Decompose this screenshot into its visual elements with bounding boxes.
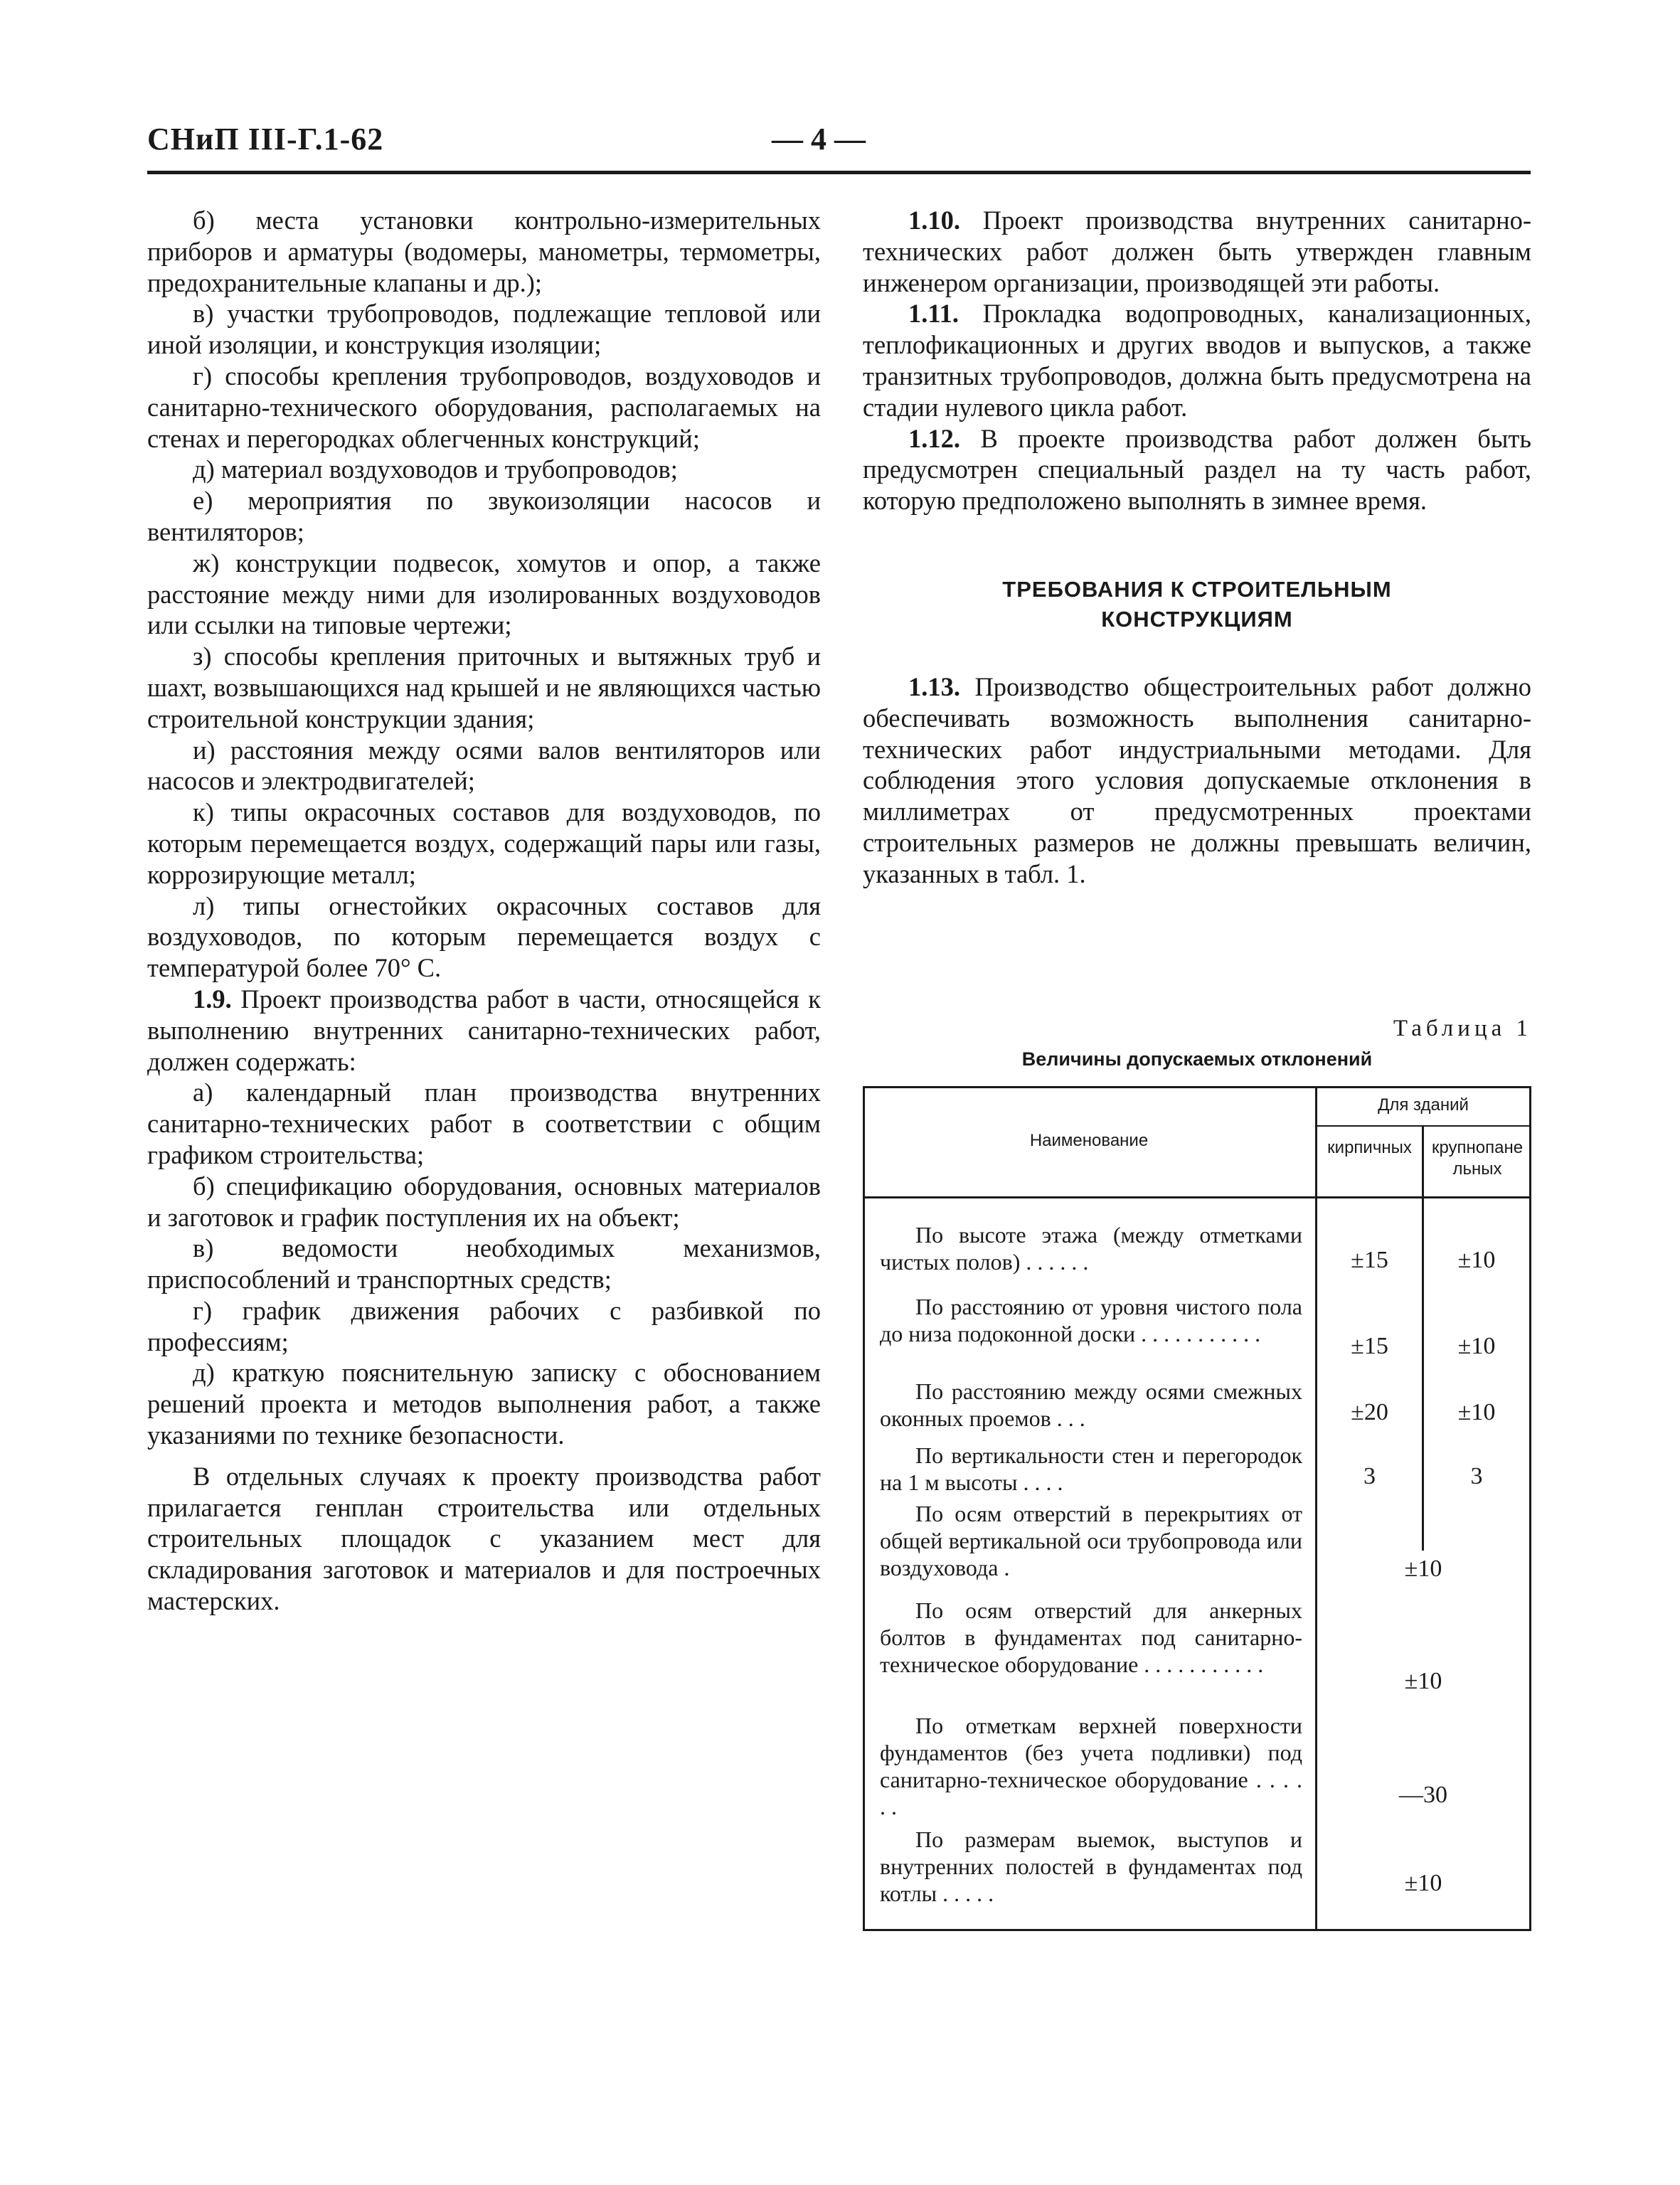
list-item: г) график движения рабочих с разбивкой по профессиям; bbox=[147, 1295, 821, 1356]
table-row-name: По расстоянию от уровня чистого пола до низа подоконной доски . . . . . . . . . . . bbox=[880, 1294, 1302, 1346]
table-border-bottom bbox=[863, 1929, 1531, 1931]
column-header-panel: крупнопанельных bbox=[1431, 1138, 1524, 1179]
table-border-left bbox=[863, 1086, 865, 1931]
table-row-name: По вертикальности стен и перегородок на 1 м высоты . . . . bbox=[880, 1442, 1302, 1495]
clause-text: Проект производства работ в части, относящейся к выполнению внутренних санитарно-технических работ, должен содержать: bbox=[147, 984, 822, 1076]
table-cell-merged: ±10 bbox=[1404, 1668, 1442, 1694]
clause-number: 1.13. bbox=[908, 671, 960, 701]
list-item: и) расстояния между осями валов вентиляторов или насосов и электродвигателей; bbox=[147, 735, 821, 796]
clause-number: 1.9. bbox=[193, 984, 232, 1014]
paragraph-1-9 bbox=[147, 984, 821, 1077]
table-cell-merged: —30 bbox=[1399, 1782, 1447, 1808]
list-item: в) ведомости необходимых механизмов, приспособлений и транспортных средств; bbox=[147, 1233, 821, 1294]
table-cell-brick: ±20 bbox=[1351, 1399, 1388, 1425]
table-title: Величины допускаемых отклонений bbox=[1021, 1048, 1373, 1070]
list-item: д) краткую пояснительную записку с обоснованием решений проекта и методов выполнения работ, а также указаниями по технике безопасности. bbox=[147, 1358, 821, 1450]
list-item: а) календарный план производства внутренних санитарно-технических работ в соответствии с общим графиком строительства; bbox=[147, 1078, 821, 1169]
list-item: б) спецификацию оборудования, основных материалов и заготовок и график поступления их на объект; bbox=[147, 1171, 821, 1232]
clause-text: Производство общестроительных работ должно обеспечивать возможность выполнения санитарно-технических работ индустриальными методами. Для соблюдения этого условия допускаемые отклонения в миллиметрах от предусмотренных проектами строительных размеров не должны превышать величин, указанных в табл. 1. bbox=[863, 671, 1532, 888]
table-row-name: По отметкам верхней поверхности фундаментов (без учета подливки) под санитарно-техническое оборудование . . . . . . bbox=[880, 1713, 1302, 1819]
clause-number: 1.12. bbox=[908, 423, 960, 453]
column-header-name: Наименование bbox=[1029, 1131, 1149, 1150]
table-cell-panel: ±10 bbox=[1457, 1247, 1496, 1273]
table-border-right bbox=[1529, 1086, 1531, 1931]
table-row-name: По расстоянию между осями смежных оконных проемов . . . bbox=[880, 1378, 1302, 1431]
list-item: е) мероприятия по звукоизоляции насосов и вентиляторов; bbox=[147, 486, 821, 546]
paragraph-1-11 bbox=[863, 298, 1531, 422]
right-column bbox=[863, 205, 1531, 890]
list-item: г) способы крепления трубопроводов, воздуховодов и санитарно-технического оборудования, располагаемых на стенах и перегородках облегченных конструкций; bbox=[147, 361, 821, 453]
table-cell-merged: ±10 bbox=[1404, 1556, 1442, 1582]
paragraph-1-12 bbox=[863, 423, 1531, 516]
list-item: д) материал воздуховодов и трубопроводов; bbox=[193, 454, 678, 484]
section-heading bbox=[863, 575, 1531, 634]
table-cell-panel: 3 bbox=[1470, 1463, 1483, 1489]
table-cell-merged: ±10 bbox=[1404, 1870, 1442, 1896]
left-column bbox=[147, 205, 821, 1617]
column-header-group: Для зданий bbox=[1378, 1095, 1469, 1115]
column-header-brick: кирпичных bbox=[1327, 1138, 1412, 1157]
clause-text: В проекте производства работ должен быть предусмотрен специальный раздел на ту часть работ, которую предположено выполнять в зимнее время. bbox=[863, 423, 1531, 516]
page-number: — 4 — bbox=[772, 122, 866, 156]
list-item: л) типы огнестойких окрасочных составов для воздуховодов, по которым перемещается воздух с температурой более 70° С. bbox=[147, 891, 821, 983]
tolerance-table bbox=[863, 1086, 1531, 1931]
table-row-name: По осям отверстий для анкерных болтов в фундаментах под санитарно-техническое оборудование . . . . . . . . . . . bbox=[880, 1597, 1302, 1677]
table-row-name: По размерам выемок, выступов и внутренних полостей в фундаментах под котлы . . . . . bbox=[880, 1827, 1302, 1906]
table-cell-panel: ±10 bbox=[1457, 1333, 1496, 1359]
list-item: к) типы окрасочных составов для воздуховодов, по которым перемещается воздух, содержащий пары или газы, коррозирующие металл; bbox=[147, 797, 821, 889]
paragraph-1-13 bbox=[863, 671, 1531, 890]
clause-number: 1.10. bbox=[908, 206, 960, 235]
paragraph-1-10 bbox=[863, 205, 1531, 298]
section-heading-line: ТРЕБОВАНИЯ К СТРОИТЕЛЬНЫМ bbox=[1002, 576, 1392, 602]
header-divider bbox=[863, 1196, 1531, 1198]
document-code: СНиП III-Г.1-62 bbox=[147, 122, 384, 156]
section-heading-line: КОНСТРУКЦИЯМ bbox=[1101, 606, 1293, 632]
header-rule bbox=[147, 171, 1531, 174]
table-cell-brick: 3 bbox=[1363, 1463, 1376, 1489]
list-item: б) места установки контрольно-измерительных приборов и арматуры (водомеры, манометры, термометры, предохранительные клапаны и др.); bbox=[147, 206, 821, 297]
table-row-name: По осям отверстий в перекрытиях от общей вертикальной оси трубопровода или воздуховода . bbox=[880, 1501, 1302, 1580]
list-item: в) участки трубопроводов, подлежащие тепловой или иной изоляции, и конструкция изоляции; bbox=[147, 299, 821, 360]
table-cell-brick: ±15 bbox=[1351, 1333, 1388, 1359]
table-number: Таблица 1 bbox=[1393, 1016, 1532, 1041]
clause-text: Проект производства внутренних санитарно-технических работ должен быть утвержден главным инженером организации, производящей эти работы. bbox=[863, 206, 1532, 297]
table-cell-brick: ±15 bbox=[1351, 1247, 1388, 1273]
list-item: з) способы крепления приточных и вытяжных труб и шахт, возвышающихся над крышей и не являющихся частью строительной конструкции здания; bbox=[147, 642, 821, 733]
closing-paragraph: В отдельных случаях к проекту производства работ прилагается генплан строительства или отдельных строительных площадок с указанием мест для складирования заготовок и материалов и для построечных мастерских. bbox=[147, 1461, 821, 1616]
clause-text: Прокладка водопроводных, канализационных, теплофикационных и других вводов и выпусков, а также транзитных трубопроводов, должна быть предусмотрена на стадии нулевого цикла работ. bbox=[863, 299, 1531, 422]
table-cell-panel: ±10 bbox=[1457, 1399, 1496, 1425]
table-row-name: По высоте этажа (между отметками чистых полов) . . . . . . bbox=[880, 1222, 1302, 1275]
table-border-top bbox=[863, 1086, 1531, 1088]
list-item: ж) конструкции подвесок, хомутов и опор, а также расстояние между ними для изолированных воздуховодов или ссылки на типовые чертежи; bbox=[147, 548, 821, 640]
clause-number: 1.11. bbox=[908, 299, 959, 329]
